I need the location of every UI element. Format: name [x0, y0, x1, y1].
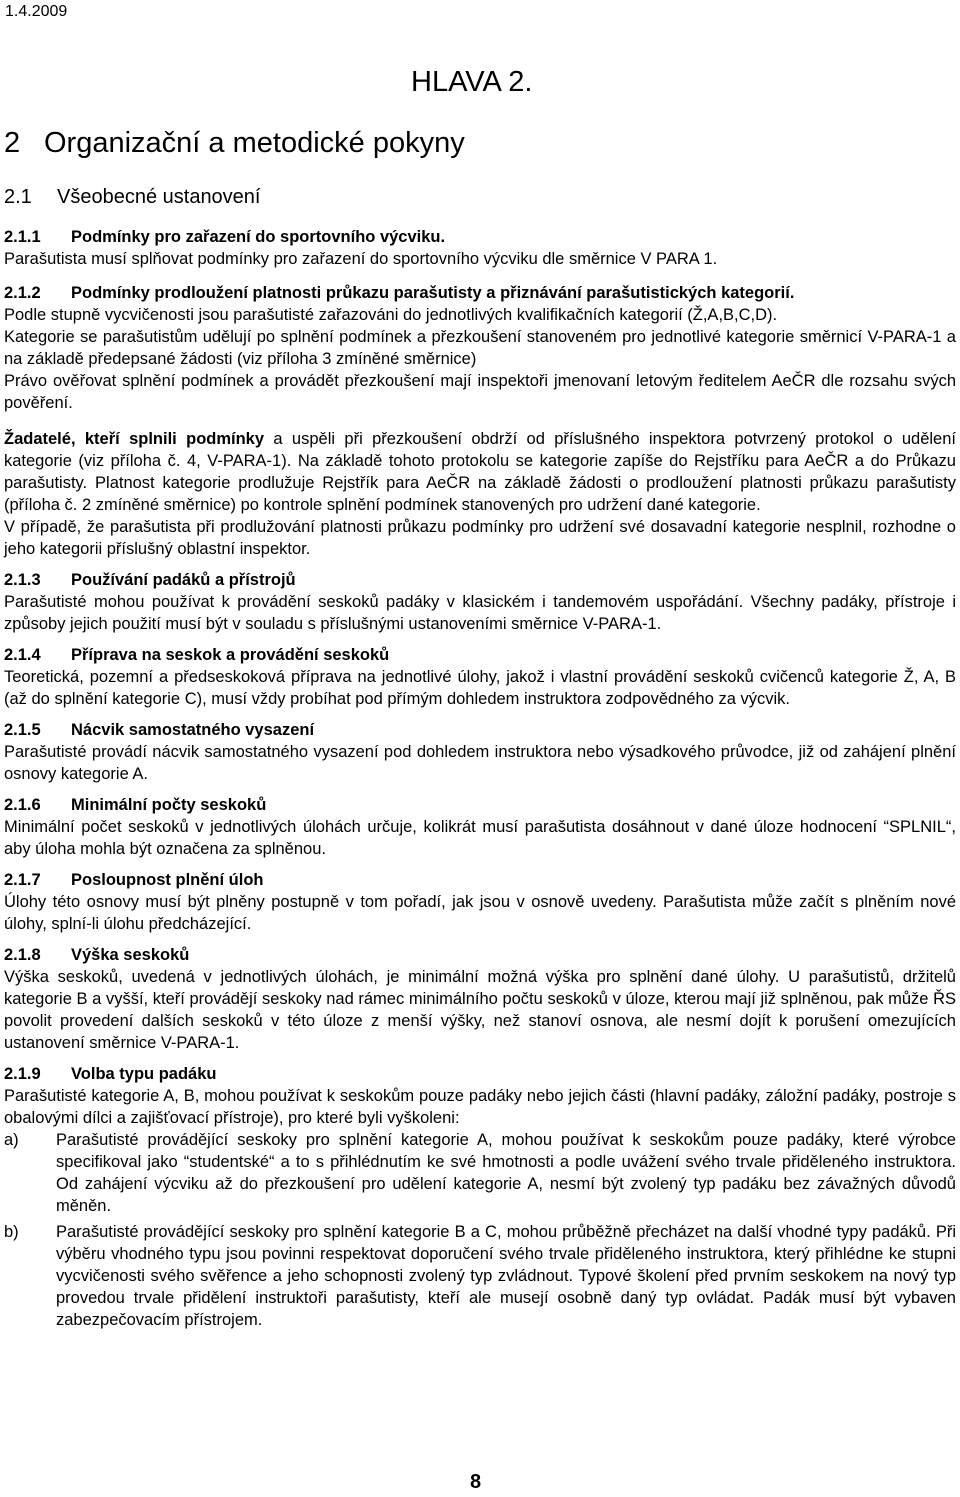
subsection-title: Příprava na seskok a provádění seskoků — [71, 646, 390, 664]
paragraph: V případě, že parašutista při prodlužování platnosti průkazu podmínky pro udržení své dosavadní kategorie nesplnil, rozhodne o jeho kategorii příslušný oblastní inspektor. — [4, 518, 956, 558]
heading-title: Organizační a metodické pokyny — [44, 127, 465, 159]
subsection-heading-2-1-7 — [4, 869, 956, 891]
subsection-title: Volba typu padáku — [71, 1065, 217, 1083]
paragraph: Úlohy této osnovy musí být plněny postupně v tom pořadí, jak jsou v osnově uvedeny. Parašutista může začít s plněním nové úlohy, splní-li úlohu předcházející. — [4, 893, 956, 933]
list-item-text: Parašutisté provádějící seskoky pro splnění kategorie B a C, mohou průběžně přecházet na další vhodné typy padáků. Při výběru vhodného typu jsou povinni respektovat doporučení svého trvale přiděleného instruktora, který přihlédne ke stupni vycvičenosti svého svěřence a jeho schopnosti zvolený typ zvládnout. Typové školení před prvním seskokem na nový typ provedou trvale přidělení instruktoři parašutisty, kteří ale musejí osobně daný typ ovládat. Padák musí být vybaven zabezpečovacím přístrojem. — [56, 1223, 956, 1329]
paragraph: Právo ověřovat splnění podmínek a provádět přezkoušení mají inspektoři jmenovaní letovým ředitelem AeČR dle rozsahu svých pověření. — [4, 372, 956, 412]
subsection-number: 2.1.3 — [4, 571, 41, 589]
subsection-number: 2.1.8 — [4, 946, 41, 964]
paragraph: Teoretická, pozemní a předseskoková příprava na jednotlivé úlohy, jakož i vlastní provádění seskoků cvičenců kategorie Ž, A, B (až do splnění kategorie C), musí vždy probíhat pod přímým dohledem instruktora zodpovědného za výcvik. — [4, 668, 956, 708]
paragraph: Výška seskoků, uvedená v jednotlivých úlohách, je minimální možná výška pro splnění dané úlohy. U parašutistů, držitelů kategorie B a vyšší, kteří provádějí seskoky nad rámec minimálního počtu seskoků v úloze, kterou mají již splněnou, pak může ŘS povolit provedení dalších seskoků v této úloze z menší výšky, než stanoví osnova, ale nesmí dojít k porušení omezujících ustanovení směrnice V-PARA-1. — [4, 968, 956, 1052]
page-number: 8 — [470, 1471, 482, 1493]
list-marker: b) — [4, 1223, 19, 1241]
subsection-heading-2-1-3 — [4, 569, 956, 591]
subsection-heading-2-1-5 — [4, 719, 956, 741]
subsection-heading-2-1-6 — [4, 794, 956, 816]
chapter-heading: HLAVA 2. — [411, 66, 533, 98]
subsection-number: 2.1.9 — [4, 1065, 41, 1083]
document-body — [4, 226, 956, 1331]
subsection-number: 2.1.5 — [4, 721, 41, 739]
subsection-title: Používání padáků a přístrojů — [71, 571, 296, 589]
paragraph: Parašutisté provádí nácvik samostatného vysazení pod dohledem instruktora nebo výsadkového průvodce, již od zahájení plnění osnovy kategorie A. — [4, 743, 956, 783]
subsection-title: Nácvik samostatného vysazení — [71, 721, 315, 739]
paragraph: Kategorie se parašutistům udělují po splnění podmínek a přezkoušení stanoveném pro jednotlivé kategorie směrnicí V-PARA-1 a na základě předepsané žádosti (viz příloha 3 zmíněné směrnice) — [4, 328, 956, 368]
subsection-heading-2-1-8 — [4, 944, 956, 966]
paragraph: Minimální počet seskoků v jednotlivých úlohách určuje, kolikrát musí parašutista dosáhnout v dané úloze hodnocení “SPLNIL“, aby úloha mohla být označena za splněnou. — [4, 818, 956, 858]
list-item-text: Parašutisté provádějící seskoky pro splnění kategorie A, mohou používat k seskokům pouze padáky, které výrobce specifikoval jako “studentské“ a to s přihlédnutím ke své hmotnosti a podle uvážení svého trvale přiděleného instruktora. Od zahájení výcviku až do přezkoušení pro udělení kategorie A, nesmí být zvolený typ padáku bez závažných důvodů měněn. — [56, 1131, 956, 1215]
subsection-title: Minimální počty seskoků — [71, 796, 267, 814]
subsection-title: Posloupnost plnění úloh — [71, 871, 264, 889]
heading-number: 2 — [4, 127, 21, 159]
list-item — [4, 1129, 956, 1217]
subsection-heading-2-1-2 — [4, 282, 956, 304]
paragraph-lead: Žadatelé, kteří splnili podmínky — [4, 430, 265, 448]
subsection-number: 2.1.4 — [4, 646, 41, 664]
subsection-number: 2.1.7 — [4, 871, 41, 889]
heading-number: 2.1 — [4, 186, 32, 208]
subsection-title: Podmínky prodloužení platnosti průkazu parašutisty a přiznávání parašutistických kategorií. — [71, 284, 795, 302]
header-date: 1.4.2009 — [5, 3, 68, 20]
heading-title: Všeobecné ustanovení — [57, 186, 261, 208]
section-heading-2 — [4, 127, 465, 160]
paragraph: Parašutisté kategorie A, B, mohou používat k seskokům pouze padáky nebo jejich části (hlavní padáky, záložní padáky, postroje s obalovými dílci a zajišťovací přístroje), pro které byli vyškoleni: — [4, 1087, 956, 1127]
list-marker: a) — [4, 1131, 19, 1149]
subsection-heading-2-1-9 — [4, 1063, 956, 1085]
paragraph — [4, 428, 956, 516]
subsection-number: 2.1.2 — [4, 284, 41, 302]
list-item — [4, 1221, 956, 1331]
subsection-title: Výška seskoků — [71, 946, 190, 964]
section-heading-2-1 — [4, 186, 261, 209]
subsection-heading-2-1-1 — [4, 226, 956, 248]
subsection-title: Podmínky pro zařazení do sportovního výcviku. — [71, 228, 446, 246]
subsection-heading-2-1-4 — [4, 644, 956, 666]
subsection-number: 2.1.1 — [4, 228, 41, 246]
subsection-number: 2.1.6 — [4, 796, 41, 814]
paragraph: Parašutisté mohou používat k provádění seskoků padáky v klasickém i tandemovém uspořádání. Všechny padáky, přístroje i způsoby jejich použití musí být v souladu s příslušnými ustanoveními směrnice V-PARA-1. — [4, 593, 956, 633]
paragraph-text: a uspěli při přezkoušení obdrží od příslušného inspektora potvrzený protokol o udělení kategorie (viz příloha č. 4, V-PARA-1). Na základě tohoto protokolu se kategorie zapíše do Rejstříku para AeČR a do Průkazu parašutisty. Platnost kategorie prodlužuje Rejstřík para AeČR na základě žádosti o prodloužení platnosti průkazu parašutisty (příloha č. 2 zmíněné směrnice) po kontrole splnění podmínek stanovených pro udržení dané kategorie. — [4, 430, 956, 514]
paragraph: Podle stupně vycvičenosti jsou parašutisté zařazováni do jednotlivých kvalifikačních kategorií (Ž,A,B,C,D). — [4, 306, 778, 324]
paragraph: Parašutista musí splňovat podmínky pro zařazení do sportovního výcviku dle směrnice V PARA 1. — [4, 250, 718, 268]
